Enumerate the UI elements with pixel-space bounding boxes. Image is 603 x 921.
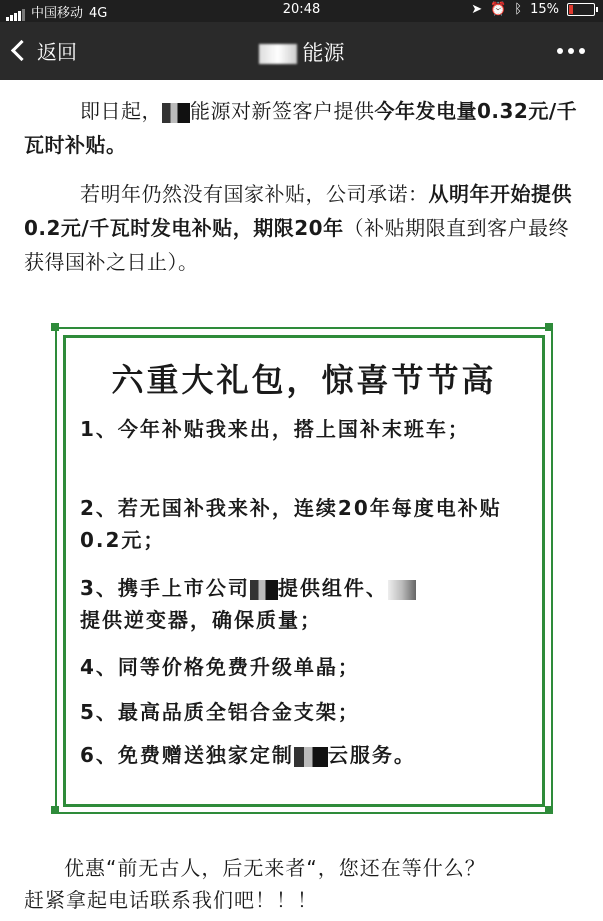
promo-item-3-c: 提供逆变器，确保质量；	[80, 608, 322, 632]
promo-item-3-a: 3、携手上市公司	[80, 576, 250, 600]
nav-bar	[0, 22, 603, 80]
promo-item: 2、若无国补我来补，连续20年每度电补贴0.2元；	[80, 496, 502, 552]
promo-item-6-b: 云服务。	[327, 743, 416, 767]
promo-item: 4、同等价格免费升级单晶；	[80, 655, 360, 679]
p2-prefix: 若明年仍然没有国家补贴，公司承诺：	[80, 182, 429, 206]
frame-corner	[51, 323, 59, 331]
promo-item-3-b: 提供组件、	[277, 576, 388, 600]
clock: 20:48	[282, 2, 321, 17]
page-title-text: 能源	[302, 41, 345, 65]
battery-percent: 15%	[530, 2, 559, 17]
p2-highlight: 从明年开始提供0.2元/千瓦时发电补贴，期限20年	[24, 182, 572, 240]
p1-middle: 能源对新签客户提供	[190, 99, 375, 123]
footer-line-2: 赶紧拿起电话联系我们吧！！！	[24, 888, 318, 912]
redacted-name	[259, 44, 297, 64]
promo-item	[80, 739, 530, 771]
redacted-name	[388, 580, 416, 600]
promo-item: 1、今年补贴我来出，搭上国补末班车；	[80, 417, 470, 441]
battery-icon	[567, 3, 595, 16]
footer-line-1: 优惠“前无古人，后无来者“，您还在等什么？	[64, 856, 486, 880]
article-paragraph-1	[24, 94, 584, 162]
redacted-name	[250, 580, 278, 600]
redacted-name	[294, 747, 328, 767]
promo-frame-inner	[63, 335, 545, 807]
promo-item	[80, 572, 530, 636]
article-paragraph-2	[24, 177, 584, 279]
location-icon: ➤	[471, 2, 483, 17]
bluetooth-icon: ᛒ	[514, 2, 523, 17]
frame-corner	[545, 323, 553, 331]
promo-title: 六重大礼包，惊喜节节高	[111, 361, 497, 399]
redacted-name	[162, 103, 190, 123]
frame-corner	[545, 806, 553, 814]
more-icon[interactable]	[557, 48, 585, 54]
p1-prefix: 即日起，	[80, 99, 162, 123]
p2-suffix: （补贴期限直到客户最终获得国补之日止）。	[24, 216, 570, 274]
promo-item-6-a: 6、免费赠送独家定制	[80, 743, 294, 767]
page-title	[0, 37, 603, 67]
p1-highlight: 今年发电量0.32元/千瓦时补贴。	[24, 99, 578, 157]
back-label: 返回	[37, 40, 77, 64]
alarm-icon: ⏰	[490, 2, 507, 17]
network-label: 4G	[89, 6, 108, 21]
carrier-label: 中国移动	[31, 6, 84, 21]
promo-item: 5、最高品质全铝合金支架；	[80, 700, 360, 724]
frame-corner	[51, 806, 59, 814]
status-bar	[0, 0, 603, 22]
